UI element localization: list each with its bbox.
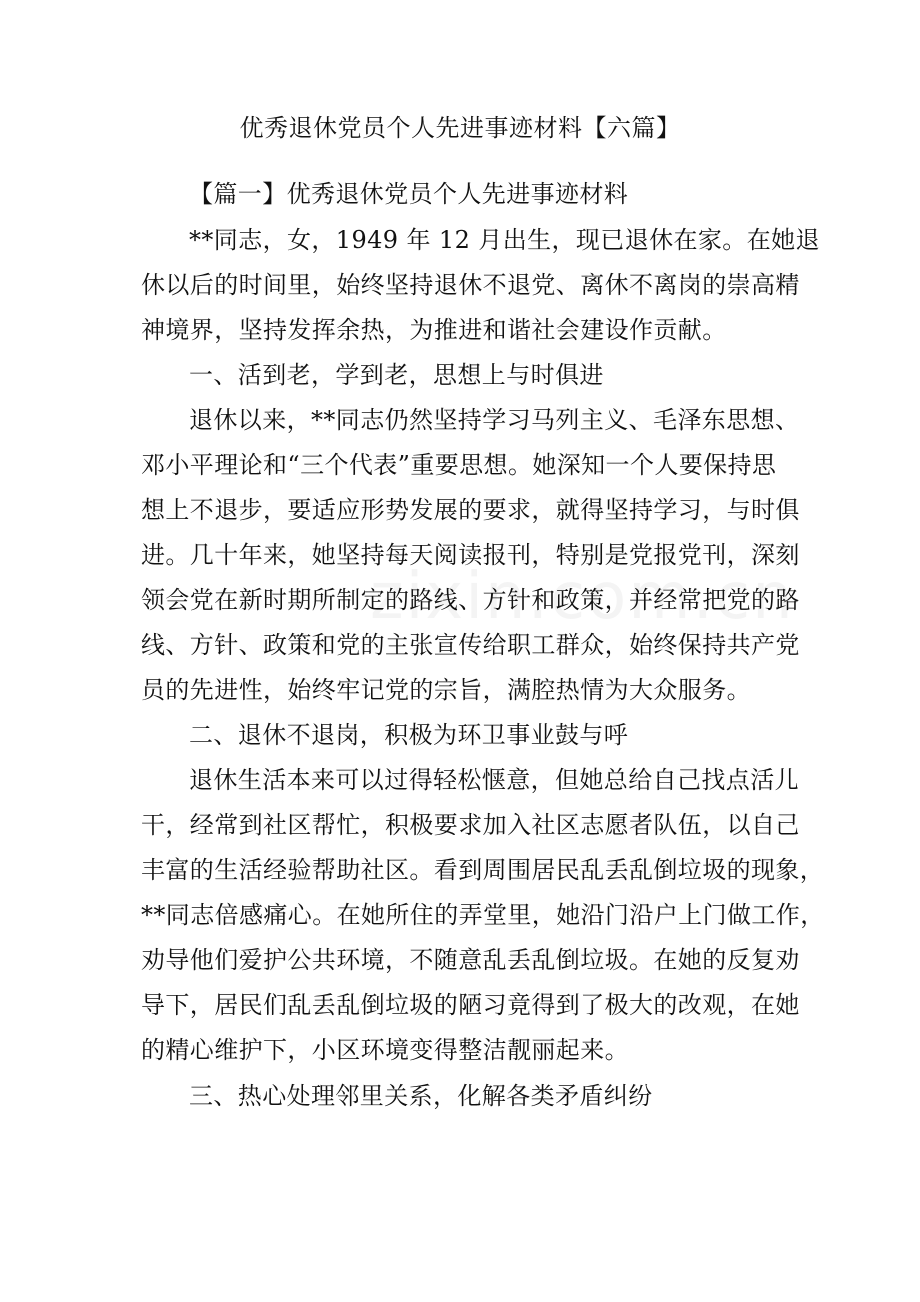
section-heading: 二、退休不退岗，积极为环卫事业鼓与呼 [189, 721, 629, 749]
paragraph-line: 想上不退步，要适应形势发展的要求，就得坚持学习，与时俱 [141, 496, 800, 524]
paragraph-line: 领会党在新时期所制定的路线、方针和政策，并经常把党的路 [141, 586, 800, 614]
paragraph-line: **同志倍感痛心。在她所住的弄堂里，她沿门沿户上门做工作， [141, 901, 825, 929]
paragraph-line: 的精心维护下，小区环境变得整洁靓丽起来。 [141, 1036, 629, 1064]
paragraph-line: 干，经常到社区帮忙，积极要求加入社区志愿者队伍，以自己 [141, 811, 800, 839]
paragraph-line: 丰富的生活经验帮助社区。看到周围居民乱丢乱倒垃圾的现象， [141, 856, 825, 884]
paragraph-line: 劝导他们爱护公共环境，不随意乱丢乱倒垃圾。在她的反复劝 [141, 946, 800, 974]
paragraph-line: 休以后的时间里，始终坚持退休不退党、离休不离岗的崇高精 [141, 271, 800, 299]
document-title: 优秀退休党员个人先进事迹材料【六篇】 [239, 114, 681, 142]
paragraph-line: 导下，居民们乱丢乱倒垃圾的陋习竟得到了极大的改观，在她 [141, 991, 800, 1019]
paragraph-line: **同志，女，1949 年 12 月出生，现已退休在家。在她退 [189, 226, 820, 254]
paragraph-line: 员的先进性，始终牢记党的宗旨，满腔热情为大众服务。 [141, 676, 751, 704]
section-heading: 三、热心处理邻里关系，化解各类矛盾纠纷 [189, 1082, 653, 1110]
paragraph-line: 邓小平理论和“三个代表”重要思想。她深知一个人要保持思 [141, 451, 777, 479]
paragraph-line: 线、方针、政策和党的主张宣传给职工群众，始终保持共产党 [141, 631, 800, 659]
paragraph-line: 退休以来，**同志仍然坚持学习马列主义、毛泽东思想、 [189, 406, 800, 434]
section-heading: 一、活到老，学到老，思想上与时俱进 [189, 361, 604, 389]
paragraph-line: 退休生活本来可以过得轻松惬意，但她总给自己找点活儿 [189, 766, 799, 794]
section-title: 【篇一】优秀退休党员个人先进事迹材料 [189, 180, 629, 208]
paragraph-line: 神境界，坚持发挥余热，为推进和谐社会建设作贡献。 [141, 316, 727, 344]
paragraph-line: 进。几十年来，她坚持每天阅读报刊，特别是党报党刊，深刻 [141, 541, 800, 569]
